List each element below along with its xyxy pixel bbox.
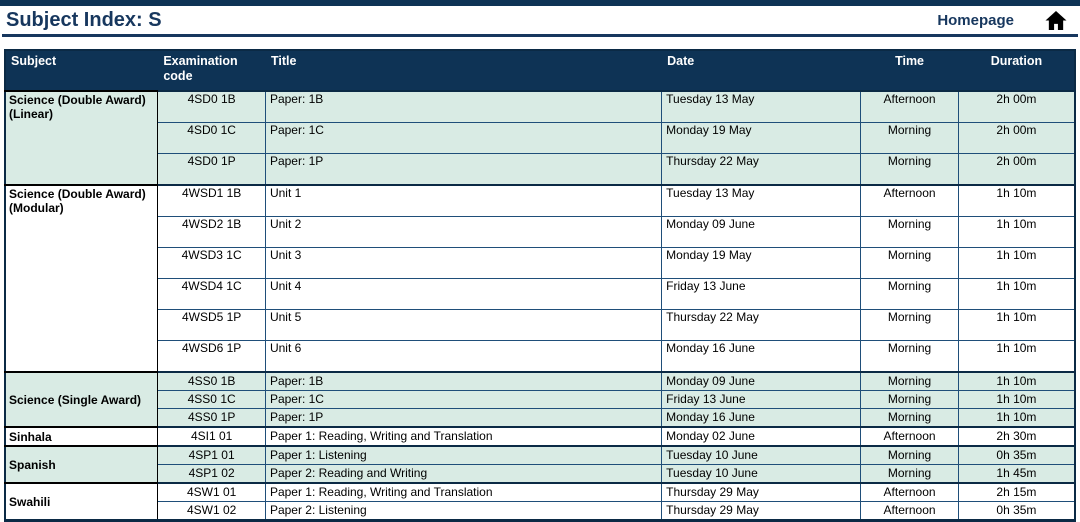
cell-title: Paper: 1B: [265, 91, 661, 123]
cell-date: Monday 16 June: [662, 341, 861, 373]
cell-time: Morning: [861, 465, 959, 484]
cell-title: Unit 4: [265, 279, 661, 310]
cell-code: 4WSD4 1C: [158, 279, 266, 310]
cell-code: 4WSD3 1C: [158, 248, 266, 279]
cell-subject: Science (Single Award): [5, 372, 158, 427]
table-row: [5, 391, 1075, 409]
col-header-duration: Duration: [958, 50, 1075, 91]
cell-time: Afternoon: [861, 483, 959, 502]
exam-schedule-table: [4, 49, 1076, 522]
cell-title: Unit 6: [265, 341, 661, 373]
cell-time: Morning: [861, 154, 959, 186]
table-header-row: [5, 50, 1075, 91]
col-header-date: Date: [662, 50, 861, 91]
cell-code: 4SP1 02: [158, 465, 266, 484]
table-row: [5, 341, 1075, 373]
cell-title: Paper: 1B: [265, 372, 661, 391]
table-row: [5, 372, 1075, 391]
table-row: [5, 427, 1075, 446]
cell-duration: 2h 00m: [958, 123, 1075, 154]
cell-duration: 2h 30m: [958, 427, 1075, 446]
cell-time: Morning: [861, 409, 959, 428]
cell-subject: Sinhala: [5, 427, 158, 446]
cell-title: Unit 2: [265, 217, 661, 248]
table-row: [5, 91, 1075, 123]
cell-date: Thursday 29 May: [662, 502, 861, 521]
col-header-time: Time: [861, 50, 959, 91]
col-header-subject: Subject: [5, 50, 158, 91]
table-row: [5, 248, 1075, 279]
cell-time: Morning: [861, 217, 959, 248]
cell-duration: 0h 35m: [958, 446, 1075, 465]
cell-date: Monday 16 June: [662, 409, 861, 428]
cell-date: Tuesday 10 June: [662, 465, 861, 484]
cell-date: Monday 19 May: [662, 248, 861, 279]
cell-duration: 1h 10m: [958, 248, 1075, 279]
cell-time: Morning: [861, 123, 959, 154]
cell-date: Monday 09 June: [662, 372, 861, 391]
header-right: [937, 10, 1068, 32]
top-accent-bar: [0, 0, 1080, 6]
cell-time: Afternoon: [861, 91, 959, 123]
cell-code: 4WSD6 1P: [158, 341, 266, 373]
cell-duration: 1h 10m: [958, 391, 1075, 409]
cell-code: 4SP1 01: [158, 446, 266, 465]
cell-subject: Spanish: [5, 446, 158, 483]
table-row: [5, 123, 1075, 154]
cell-code: 4SS0 1P: [158, 409, 266, 428]
cell-date: Friday 13 June: [662, 279, 861, 310]
cell-code: 4SW1 01: [158, 483, 266, 502]
cell-date: Monday 02 June: [662, 427, 861, 446]
cell-duration: 1h 45m: [958, 465, 1075, 484]
cell-subject: Science (Double Award) (Modular): [5, 185, 158, 372]
cell-date: Thursday 22 May: [662, 154, 861, 186]
table-row: [5, 465, 1075, 484]
cell-duration: 1h 10m: [958, 341, 1075, 373]
cell-title: Paper: 1C: [265, 391, 661, 409]
cell-duration: 2h 00m: [958, 154, 1075, 186]
table-row: [5, 279, 1075, 310]
cell-title: Unit 5: [265, 310, 661, 341]
cell-duration: 1h 10m: [958, 217, 1075, 248]
cell-time: Morning: [861, 310, 959, 341]
table-row: [5, 185, 1075, 217]
cell-code: 4SD0 1C: [158, 123, 266, 154]
cell-duration: 0h 35m: [958, 502, 1075, 521]
table-row: [5, 483, 1075, 502]
cell-date: Friday 13 June: [662, 391, 861, 409]
cell-code: 4SS0 1C: [158, 391, 266, 409]
cell-date: Tuesday 10 June: [662, 446, 861, 465]
homepage-link[interactable]: Homepage: [937, 12, 1014, 29]
cell-title: Paper 1: Listening: [265, 446, 661, 465]
table-row: [5, 310, 1075, 341]
cell-duration: 1h 10m: [958, 185, 1075, 217]
cell-title: Paper: 1P: [265, 409, 661, 428]
cell-subject: Science (Double Award) (Linear): [5, 91, 158, 185]
cell-title: Paper 1: Reading, Writing and Translation: [265, 427, 661, 446]
cell-time: Afternoon: [861, 185, 959, 217]
cell-duration: 1h 10m: [958, 372, 1075, 391]
cell-code: 4SW1 02: [158, 502, 266, 521]
cell-date: Monday 19 May: [662, 123, 861, 154]
cell-title: Paper 2: Listening: [265, 502, 661, 521]
cell-time: Morning: [861, 372, 959, 391]
cell-title: Paper 1: Reading, Writing and Translation: [265, 483, 661, 502]
cell-title: Paper 2: Reading and Writing: [265, 465, 661, 484]
cell-duration: 2h 00m: [958, 91, 1075, 123]
table-body: [5, 91, 1075, 521]
cell-code: 4WSD5 1P: [158, 310, 266, 341]
cell-time: Morning: [861, 446, 959, 465]
cell-date: Thursday 22 May: [662, 310, 861, 341]
cell-code: 4WSD2 1B: [158, 217, 266, 248]
cell-date: Monday 09 June: [662, 217, 861, 248]
cell-duration: 2h 15m: [958, 483, 1075, 502]
cell-title: Unit 1: [265, 185, 661, 217]
cell-title: Unit 3: [265, 248, 661, 279]
col-header-title: Title: [265, 50, 661, 91]
cell-date: Tuesday 13 May: [662, 185, 861, 217]
cell-time: Morning: [861, 248, 959, 279]
page-header: [2, 7, 1078, 37]
table-row: [5, 217, 1075, 248]
cell-date: Tuesday 13 May: [662, 91, 861, 123]
cell-duration: 1h 10m: [958, 310, 1075, 341]
cell-subject: Swahili: [5, 483, 158, 521]
cell-time: Afternoon: [861, 502, 959, 521]
cell-code: 4SD0 1B: [158, 91, 266, 123]
cell-duration: 1h 10m: [958, 279, 1075, 310]
table-row: [5, 409, 1075, 428]
cell-time: Morning: [861, 391, 959, 409]
cell-title: Paper: 1C: [265, 123, 661, 154]
cell-title: Paper: 1P: [265, 154, 661, 186]
col-header-examination-code: Examination code: [158, 50, 266, 91]
table-row: [5, 446, 1075, 465]
cell-code: 4SD0 1P: [158, 154, 266, 186]
cell-time: Afternoon: [861, 427, 959, 446]
cell-code: 4SI1 01: [158, 427, 266, 446]
home-icon[interactable]: [1044, 10, 1068, 31]
cell-code: 4WSD1 1B: [158, 185, 266, 217]
cell-time: Morning: [861, 279, 959, 310]
page-title: Subject Index: S: [6, 9, 162, 31]
table-row: [5, 502, 1075, 521]
cell-time: Morning: [861, 341, 959, 373]
cell-code: 4SS0 1B: [158, 372, 266, 391]
table-row: [5, 154, 1075, 186]
cell-date: Thursday 29 May: [662, 483, 861, 502]
cell-duration: 1h 10m: [958, 409, 1075, 428]
